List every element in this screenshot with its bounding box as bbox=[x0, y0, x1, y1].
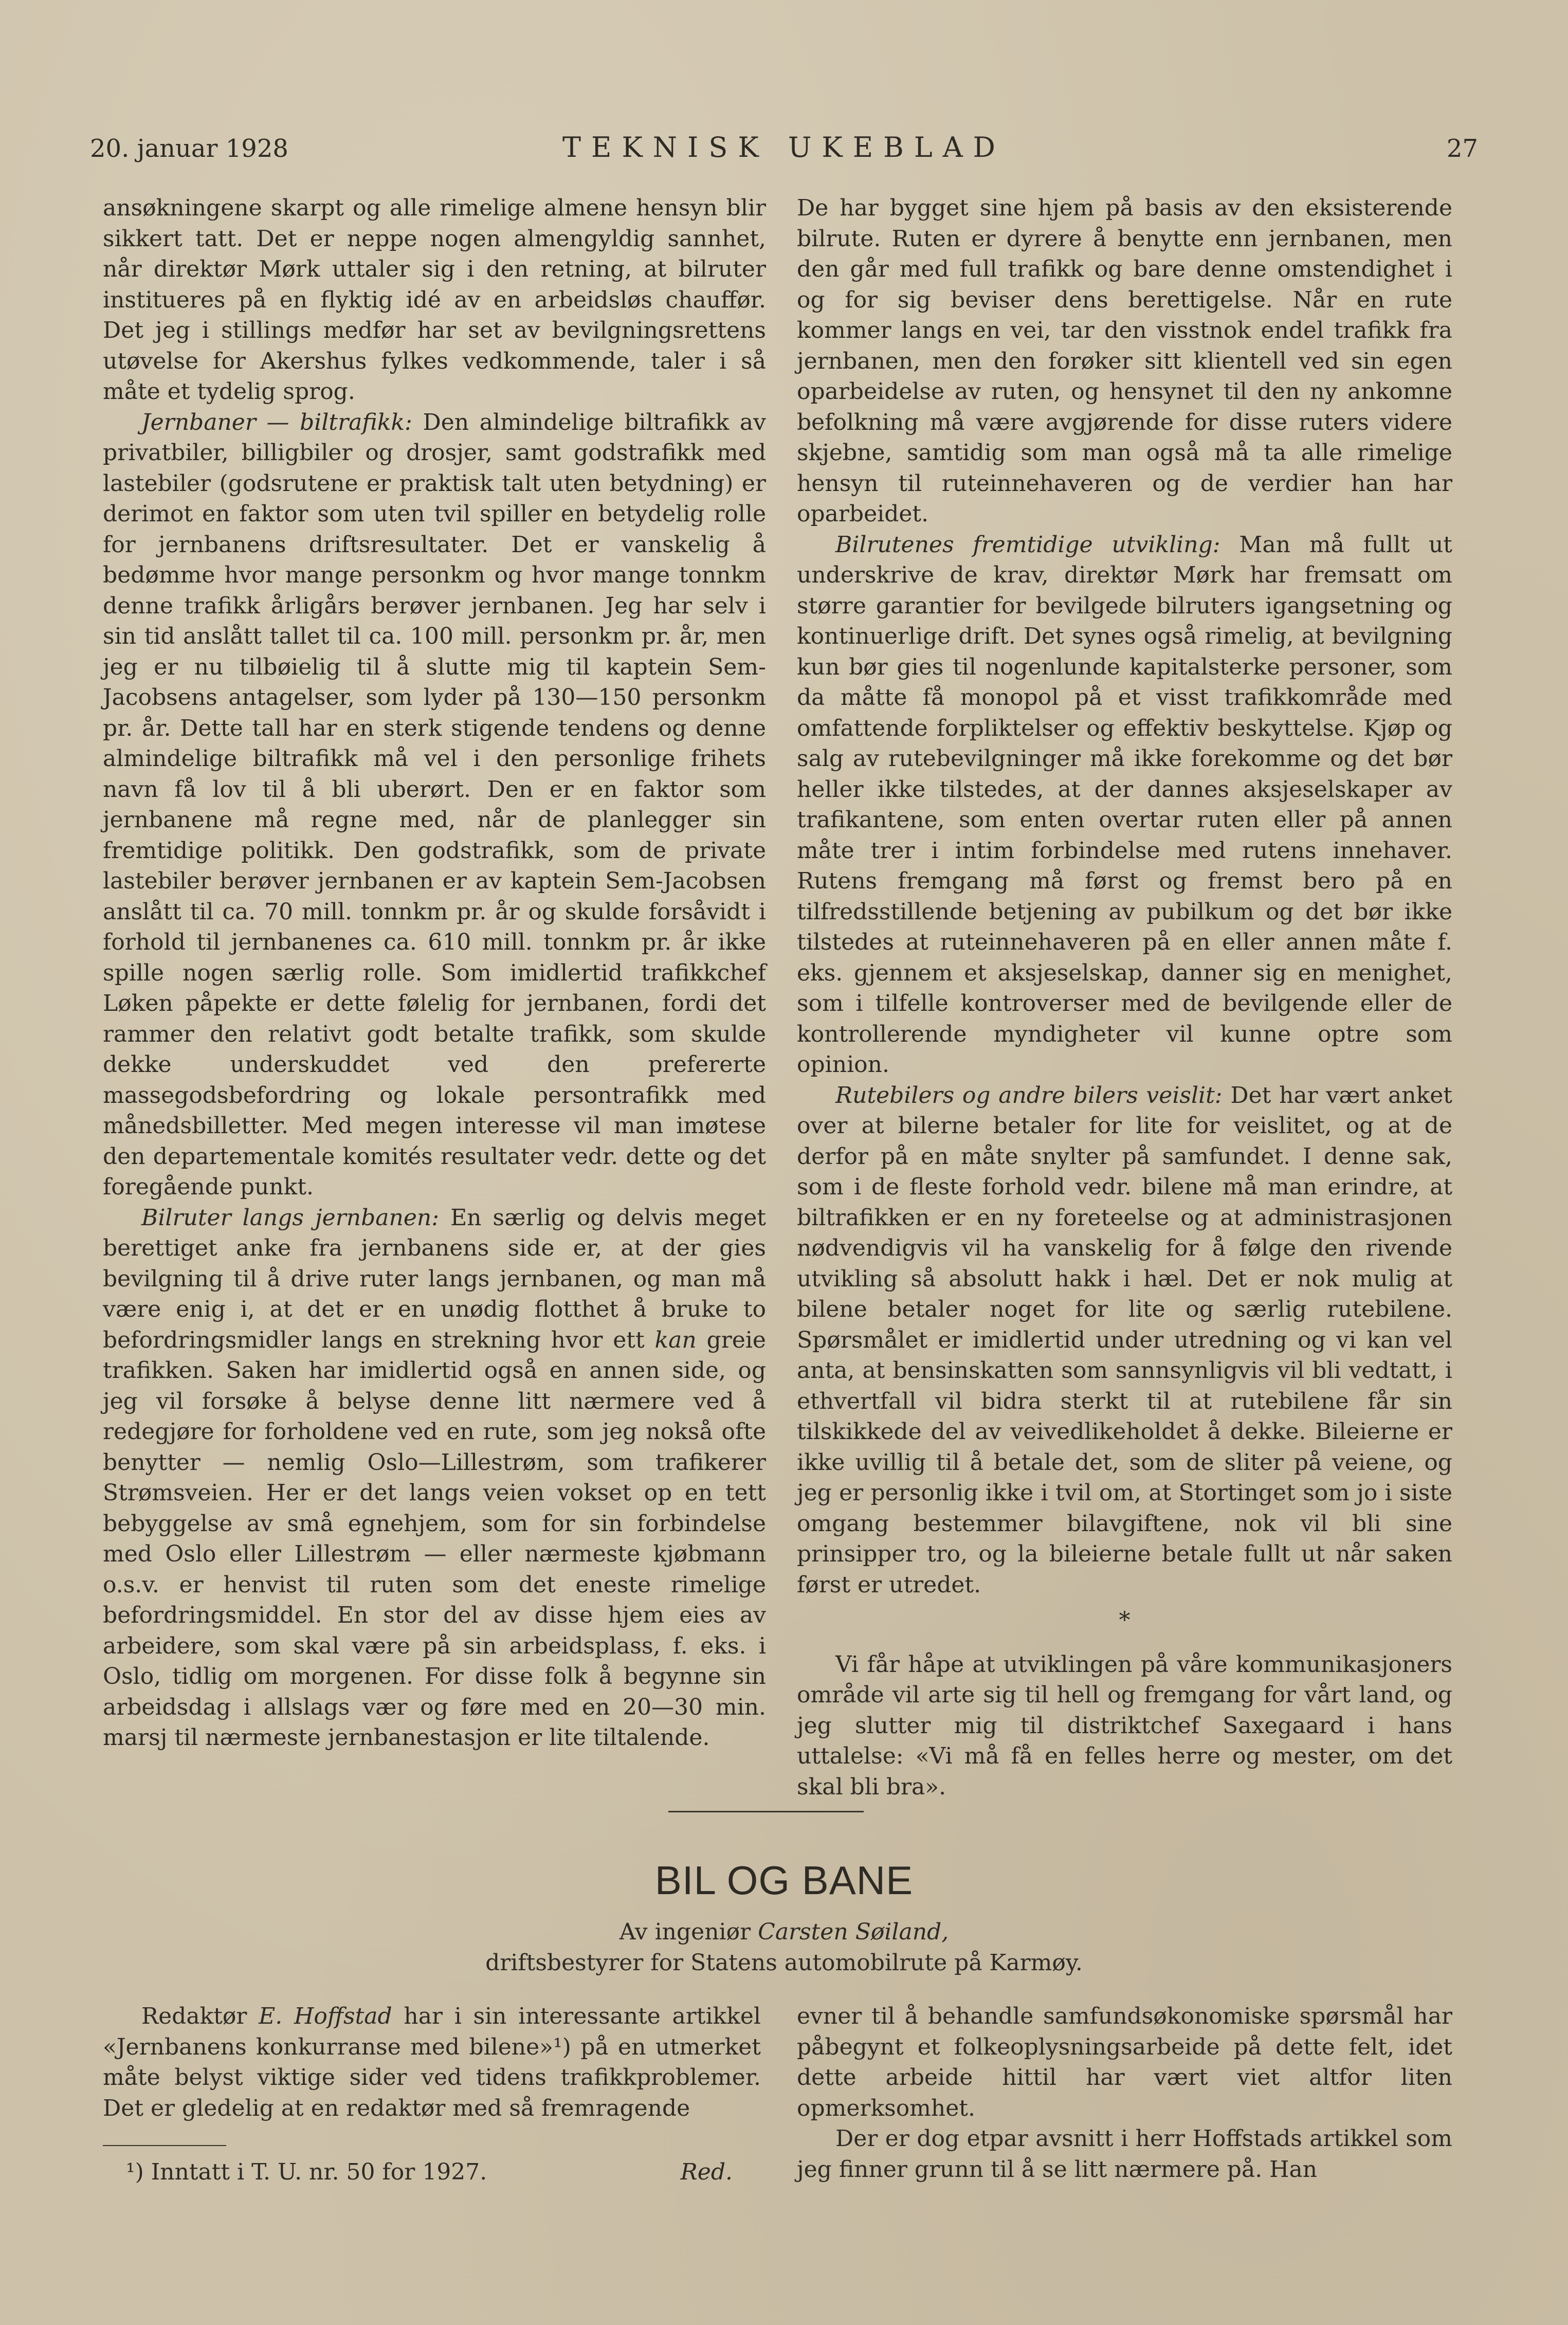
article-divider bbox=[668, 1811, 864, 1812]
paragraph: evner til å behandle samfundsøkonomiske spørsmål har påbegynt et folkeoplysningsarbeide på dette felt, idet dette arbeide hittil har vært viet altfor liten opmerksomhet. bbox=[797, 2003, 1452, 2121]
author-name: Carsten Søiland, bbox=[758, 1919, 949, 1945]
footnote-text: ¹) Inntatt i T. U. nr. 50 for 1927. bbox=[126, 2159, 487, 2185]
paragraph bbox=[103, 1203, 766, 1753]
section-heading: Jernbaner — biltrafikk: bbox=[141, 409, 412, 435]
journal-title: TEKNISK UKEBLAD bbox=[562, 131, 1006, 164]
page-header bbox=[90, 131, 1478, 172]
footnote-signature: Red. bbox=[680, 2159, 733, 2185]
article-title: BIL OG BANE bbox=[654, 1858, 914, 1903]
paragraph bbox=[797, 530, 1452, 1080]
paragraph-text: Redaktør bbox=[141, 2003, 247, 2029]
byline-prefix: Av ingeniør bbox=[619, 1919, 751, 1945]
paragraph: Vi får håpe at utviklingen på våre kommunikasjoners område vil arte sig til hell og fremgang for vårt land, og jeg slutter mig til distriktchef Saxegaard i hans uttalelse: «Vi må få en felles herre og mester, om det skal bli bra». bbox=[797, 1651, 1452, 1800]
paragraph-text: har i sin interessante artikkel «Jernbanens konkurranse med bilene»¹) på en utmerket måte belyst viktige sider ved tidens trafikkproblemer. Det er gledelig at en redaktør med så fremragende bbox=[103, 2003, 761, 2121]
paragraph-text: Man må fullt ut underskrive de krav, direktør Mørk har fremsatt om større garantier for bevilgede bilruters igangsetning og kontinuerlige drift. Det synes også rimelig, at bevilgning kun bør gies til nogenlunde kapitalsterke personer, som da måtte få monopol på et visst trafikkområde med omfattende forpliktelser og effektiv beskyttelse. Kjøp og salg av rutebevilgninger må ikke forekomme og det bør heller ikke tilstedes, at der dannes aksjeselskaper av trafikantene, som enten overtar ruten eller på annen måte trer i intim forbindelse med rutens innehaver. Rutens fremgang må først og fremst bero på en tilfredsstillende betjening av pubilkum og det bør ikke tilstedes at ruteinnehaveren på en eller annen måte f. eks. gjennem et aksjeselskap, danner sig en menighet, som i tilfelle kontroverser med de bevilgende eller de kontrollerende myndigheter vil kunne optre som opinion. bbox=[797, 531, 1452, 1078]
article-right-column bbox=[797, 2001, 1452, 2185]
paragraph-text: greie trafikken. Saken har imidlertid også en annen side, og jeg vil forsøke å belyse denne litt nærmere ved å redegjøre for forholdene ved en rute, som jeg nokså ofte benytter — nemlig Oslo—Lillestrøm, som trafikerer Strømsveien. Her er det langs veien vokset op en tett bebyggelse av små egnehjem, som for sin forbindelse med Oslo eller Lillestrøm — eller nærmeste kjøbmann o.s.v. er henvist til ruten som det eneste rimelige befordringsmiddel. En stor del av disse hjem eies av arbeidere, som skal være på sin arbeidsplass, f. eks. i Oslo, tidlig om morgenen. For disse folk å begynne sin arbeidsdag i allslags vær og føre med en 20—30 min. marsj til nærmeste jernbanestasjon er lite tiltalende. bbox=[103, 1327, 766, 1751]
paragraph bbox=[103, 407, 766, 1203]
page-number: 27 bbox=[1446, 134, 1478, 163]
paragraph bbox=[797, 1080, 1452, 1601]
section-heading: Rutebilers og andre bilers veislit: bbox=[835, 1082, 1223, 1109]
paragraph-text: Det har vært anket over at bilerne betaler for lite for veislitet, og at de derfor på en måte snylter på samfundet. I denne sak, som i de fleste forhold vedr. bilene må man erindre, at biltrafikken er en ny foreteelse og at administrasjonen nødvendigvis vil ha vanskelig for å følge den rivende utvikling så absolutt hakk i hæl. Det er nok mulig at bilene betaler noget for lite og særlig rutebilene. Spørsmålet er imidlertid under utredning og vi kan vel anta, at bensinskatten som sannsynligvis vil bli vedtatt, i ethvertfall vil bidra sterkt til at rutebilene får sin tilskikkede del av veivedlikeholdet å dekke. Bileierne er ikke uvillig til å betale det, som de sliter på veiene, og jeg er personlig ikke i tvil om, at Stortinget som jo i siste omgang bestemmer bilavgiftene, nok vil bli sine prinsipper tro, og la bileierne betale fullt ut når saken først er utredet. bbox=[797, 1082, 1452, 1598]
section-separator: * bbox=[1119, 1607, 1131, 1633]
article-byline bbox=[0, 1917, 1568, 1978]
paragraph bbox=[103, 2001, 761, 2123]
left-column bbox=[103, 193, 766, 1753]
right-column bbox=[797, 193, 1452, 1802]
issue-date: 20. januar 1928 bbox=[90, 134, 288, 163]
section-heading: Bilrutenes fremtidige utvikling: bbox=[835, 531, 1220, 558]
editor-name: E. Hoffstad bbox=[259, 2003, 392, 2029]
paragraph: De har bygget sine hjem på basis av den eksisterende bilrute. Ruten er dyrere å benytte enn jernbanen, men den går med full trafikk og bare denne omstendighet i og for sig beviser dens berettigelse. Når en rute kommer langs en vei, tar den visstnok endel trafikk fra jernbanen, men den forøker sitt klientell ved sin egen oparbeidelse av ruten, og hensynet til den ny ankomne befolkning må være avgjørende for disse ruters videre skjebne, samtidig som man også må ta alle rimelige hensyn til ruteinnehaveren og de verdier han har oparbeidet. bbox=[797, 195, 1452, 527]
paragraph: Der er dog etpar avsnitt i herr Hoffstads artikkel som jeg finner grunn til å se litt nærmere på. Han bbox=[797, 2126, 1452, 2183]
footnote-rule bbox=[103, 2145, 226, 2146]
paragraph: ansøkningene skarpt og alle rimelige almene hensyn blir sikkert tatt. Det er neppe nogen almengyldig sannhet, når direktør Mørk uttaler sig i den retning, at bilruter institueres på en flyktig idé av en arbeidsløs chauffør. Det jeg i stillings medfør har set av bevilgningsrettens utøvelse for Akershus fylkes vedkommende, taler i så måte et tydelig sprog. bbox=[103, 195, 766, 405]
paragraph-text: Den almindelige biltrafikk av privatbiler, billigbiler og drosjer, samt godstrafikk med lastebiler (godsrutene er praktisk talt uten betydning) er derimot en faktor som uten tvil spiller en betydelig rolle for jernbanens driftsresultater. Det er vanskelig å bedømme hvor mange personkm og hvor mange tonnkm denne trafikk årligårs berøver jernbanen. Jeg har selv i sin tid anslått tallet til ca. 100 mill. personkm pr. år, men jeg er nu tilbøielig til å slutte mig til kaptein Sem-Jacobsens antagelser, som lyder på 130—150 personkm pr. år. Dette tall har en sterk stigende tendens og denne almindelige biltrafikk må vel i den personlige frihets navn få lov til å bli uberørt. Den er en faktor som jernbanene må regne med, når de planlegger sin fremtidige politikk. Den godstrafikk, som de private lastebiler berøver jernbanen er av kaptein Sem-Jacobsen anslått til ca. 70 mill. tonnkm pr. år og skulde forsåvidt i forhold til jernbanenes ca. 610 mill. tonnkm pr. år ikke spille nogen særlig rolle. Som imidlertid trafikkchef Løken påpekte er dette følelig for jernbanen, fordi det rammer den relativt godt betalte trafikk, som skulde dekke underskuddet ved den prefererte massegodsbefordring og lokale persontrafikk med månedsbilletter. Med megen interesse vil man imøtese den departementale komités resultater vedr. dette og det foregående punkt. bbox=[103, 409, 766, 1200]
article-left-column bbox=[103, 2001, 761, 2123]
author-role: driftsbestyrer for Statens automobilrute på Karmøy. bbox=[485, 1950, 1083, 1976]
paragraph-text: En særlig og delvis meget berettiget anke fra jernbanens side er, at der gies bevilgning til å drive ruter langs jernbanen, og man må være enig i, at det er en unødig flotthet å bruke to befordringsmidler langs en strekning hvor ett bbox=[103, 1204, 766, 1353]
footnote bbox=[126, 2157, 733, 2188]
emphasis: kan bbox=[654, 1327, 697, 1353]
section-heading: Bilruter langs jernbanen: bbox=[141, 1204, 440, 1231]
